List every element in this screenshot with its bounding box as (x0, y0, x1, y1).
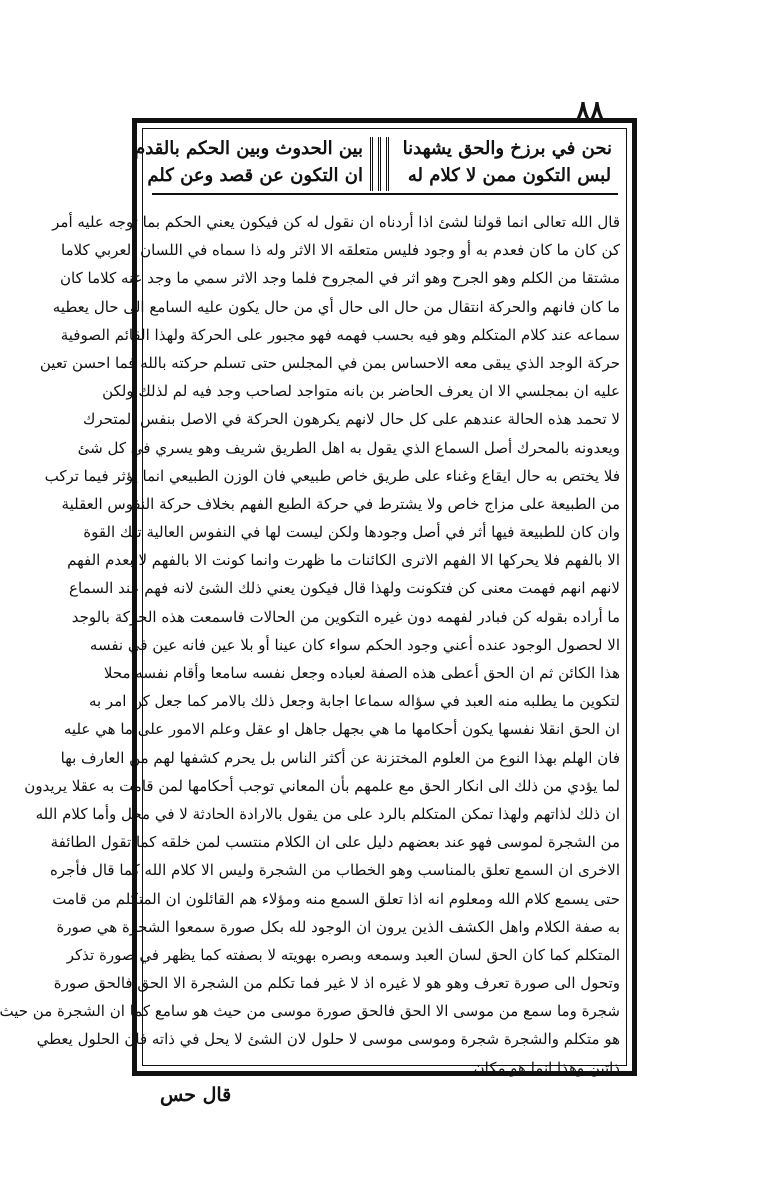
text-line: الا لحصول الوجود عنده أعني وجود الحكم سواء كان عينا أو بلا عين فانه عين في نفسه (89, 635, 620, 654)
text-line: هو متكلم والشجرة شجرة وموسى موسى لا حلول لان الشئ لا يحل في ذاته فان الحلول يعطي (36, 1030, 620, 1049)
verse-hemistich-left (134, 135, 363, 191)
text-line: المتكلم كما كان الحق لسان العبد وسمعه وبصره بهويته لا بصفته كما يظهر في صورة تذكر (66, 945, 620, 964)
verse-line: ان التكون عن قصد وعن كلم (147, 165, 363, 186)
text-line: فلا يختص به حال ايقاع وغناء على طريق خاص طبيعي فان الوزن الطبيعي انما يؤثر فيما تركب (44, 466, 620, 485)
text-line: من الشجرة لموسى فهو عند بعضهم دليل على ان الكلام منتسب لمن خلقه كما تقول الطائفة (50, 833, 620, 852)
text-line: شجرة وما سمع من موسى الا الحق فالحق صورة موسى من حيث هو سامع كما ان الشجرة من حيث (0, 1002, 620, 1021)
text-line: عليه ان بمجلسي الا ان يعرف الحاضر بن بانه متواجد لصاحب وجد فيه لم لذلك ولكن (102, 382, 620, 401)
text-line: مشتقا من الكلم وهو الجرح وهو اثر في المجروح فلما وجد الاثر سمي ما وجد عنه كلاما كان (60, 269, 620, 288)
text-line: كن كان ما كان فعدم به أو وجود فليس متعلقه الا الاثر وله ذا سماه في اللسان العربي كلاما (61, 241, 620, 260)
text-line: حتى يسمع كلام الله ومعلوم انه اذا تعلق السمع منه ومؤلاء هم القائلون ان المتكلم من قامت (52, 889, 620, 908)
text-line: فان الهلم بهذا النوع من العلوم المختزنة عن أكثر الناس بل يحرم كشفها لهم من العارف بها (60, 748, 620, 767)
text-line: من الطبيعة على مزاج خاص ولا يشترط في حركة الطبع الفهم بخلاف حركة النفوس العقلية (61, 494, 620, 513)
verse-line: بين الحدوث وبين الحكم بالقدم (134, 138, 363, 159)
verse-header (134, 133, 618, 195)
text-line: وتحول الى صورة تعرف وهو هو لا غيره اذ لا غير فما تكلم من الشجرة الا الحق فالحق صورة (53, 974, 620, 993)
verse-hemistich-right (402, 135, 612, 191)
verse-divider (378, 137, 381, 191)
verse-line: لبس التكون ممن لا كلام له (407, 165, 612, 186)
text-line: به صفة الكلام واهل الكشف الذين يرون ان الوجود لله بكل صورة سمعوا الشجرة هي صورة (56, 917, 620, 936)
text-line: سماعه عند كلام المتكلم وهو فيه بحسب فهمه فهو مجبور على الحركة ولهذا القائم الصوفية (60, 325, 620, 344)
text-line: لانهم انهم فهمت معنى كن فتكونت ولهذا قال فيكون يعني ذلك الشئ لانه فهم عند السماع (69, 579, 620, 598)
catchword: قال حس (160, 1084, 232, 1106)
text-line: ما كان فانهم والحركة انتقال من حال الى حال أي من حال يكون عليه السامع الى حال يعطيه (52, 297, 620, 316)
text-line: الاخرى ان السمع تعلق بالمناسب وهو الخطاب من الشجرة وليس الا كلام الله كما قال فأجره (50, 861, 620, 880)
text-line: لتكوين ما يطلبه منه العبد في سؤاله سماعا اجابة وجعل ذلك بالامر كما جعل كن امر به (88, 692, 620, 711)
verse-line: نحن في برزخ والحق يشهدنا (402, 138, 612, 159)
text-line: وان كان للطبيعة فيها أثر في أصل وجودها ولكن ليست لها في النفوس العالية تلك القوة (83, 523, 620, 542)
text-line: ما أراده بقوله كن فبادر لفهمه دون غيره التكوين من الحالات فاسمعت هذه الحركة بالوجد (71, 607, 620, 626)
text-line: الا بالفهم فلا يحركها الا الفهم الاترى الكائنات ما ظهرت وانما كونت الا بالفهم لا بعدم الفهم (67, 551, 620, 570)
verse-divider (370, 137, 373, 191)
verse-divider (386, 137, 389, 191)
text-line: لما يؤدي من ذلك الى انكار الحق مع علمهم بأن المعاني توجب أحكامها لمن قامت به عقلا يريدون (24, 776, 620, 795)
text-line: ذاتين وهذا انما هو مكان (473, 1058, 620, 1077)
text-line: ان الحق انقلا نفسها يكون أحكامها ما هي بجهل جاهل او عقل وعلم الامور على ما هي عليه (63, 720, 620, 739)
page-number: ٨٨ (576, 96, 604, 126)
text-line: حركة الوجد الذي يبقى معه الاحساس بمن في المجلس حتى تسلم حركته بالله فما احسن تعين (39, 353, 620, 372)
text-line: قال الله تعالى انما قولنا لشئ اذا أردناه ان نقول له كن فيكون يعني الحكم بما توجه عليه أمر (52, 213, 620, 231)
text-line: ان ذلك لذاتهم ولهذا تمكن المتكلم بالرد على من يقول بالارادة الحادثة لا في محل وأما كلام الله (35, 804, 620, 823)
body-text (0, 208, 620, 1077)
text-line: لا تحمد هذه الحالة عندهم على كل حال لانهم يكرهون الحركة في الاصل بنفس المتحرك (83, 410, 620, 429)
text-line: هذا الكائن ثم ان الحق أعطى هذه الصفة لعباده وجعل نفسه سامعا وأقام نفسه محلا (103, 664, 620, 682)
text-line: ويعدونه بالمحرك أصل السماع الذي يقول به اهل الطريق شريف وهو يسري في كل شئ (77, 438, 620, 457)
